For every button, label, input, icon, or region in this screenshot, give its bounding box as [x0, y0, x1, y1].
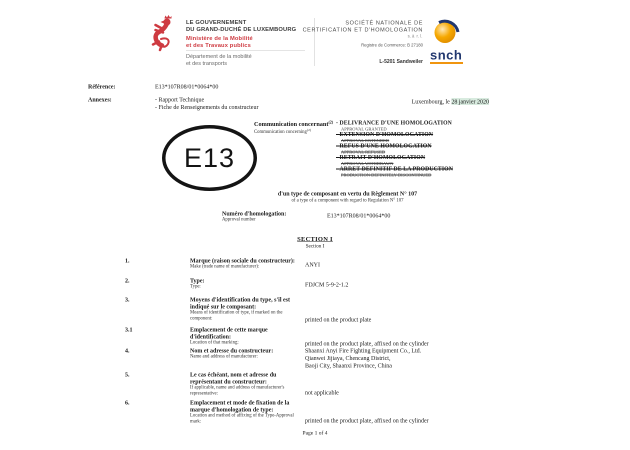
option-approval-granted: - DELIVRANCE D'UNE HOMOLOGATION APPROVAL GRANTED	[336, 120, 536, 132]
item-number: 4.	[125, 347, 130, 354]
subject-line-en: of a type of a component with regard to Regulation N° 107	[291, 198, 404, 203]
item-value: Shaanxi Anyi Fire Fighting Equipment Co., Ltd. Qianwei Jijiaya, Chencang District, Baoji City, Shaanxi Province, China	[305, 347, 422, 369]
snch-name-1: SOCIÉTÉ NATIONALE DE	[345, 20, 423, 26]
item-value: ANYI	[305, 261, 320, 268]
item-number: 3.	[125, 296, 130, 303]
footnote-marker: (2)	[328, 120, 334, 125]
item-value: printed on the product plate	[305, 316, 372, 323]
luxembourg-lion-logo	[149, 15, 178, 52]
communication-options	[336, 120, 536, 178]
ministry-line-2: et des Travaux publics	[186, 42, 251, 49]
snch-registry: Registre de Commerce: B 27180	[361, 42, 423, 48]
section-subtitle: Section I	[305, 243, 325, 249]
snch-logo	[430, 17, 469, 64]
item-number: 2.	[125, 277, 130, 284]
e13-mark-text: E13	[183, 143, 236, 173]
ministry-line-1: Ministère de la Mobilité	[186, 35, 253, 42]
dept-line-2: et des transports	[186, 60, 227, 67]
approval-number-label-fr: Numéro d'homologation:	[222, 210, 287, 217]
reference-label: Référence:	[88, 83, 116, 90]
section-title: SECTION I	[297, 235, 333, 243]
subject-line-fr: d'un type de composant en vertu du Règlement N° 107	[277, 190, 418, 197]
item-label: Le cas échéant, nom et adresse du représentant du constructeur: If applicable, name and address of manufacturer's representative:	[190, 371, 285, 396]
header-separator-line	[186, 50, 305, 51]
item-value: printed on the product plate, affixed on the cylinder	[305, 417, 429, 424]
dept-line-1: Département de la mobilité	[186, 53, 252, 60]
communication-label-block	[254, 120, 334, 135]
snch-address: L-5201 Sandweiler	[379, 59, 423, 65]
item-label: Emplacement et mode de fixation de la marque d'homologation de type: Location and method of affixing of the Type-Approval mark:	[190, 399, 294, 424]
item-value: printed on the product plate, affixed on the cylinder	[305, 340, 429, 347]
annexes-list	[155, 96, 258, 111]
item-label: Type: Type:	[190, 277, 205, 289]
snch-globe-icon	[430, 17, 469, 46]
approval-number-block	[222, 210, 286, 223]
item-value: FDJCM 5-9-2-1.2	[305, 281, 349, 288]
option-approval-withdrawn: - RETRAIT D'HOMOLOGATION APPROVAL WITHDRAWN	[336, 155, 536, 167]
page-number: Page 1 of 4	[302, 430, 328, 436]
snch-wordmark: snch	[430, 47, 463, 63]
date-highlighted: 28 janvier 2020	[451, 98, 489, 105]
place-date	[350, 98, 489, 105]
snch-name-2: CERTIFICATION ET D'HOMOLOGATION	[302, 26, 423, 33]
item-number: 6.	[125, 399, 130, 406]
footnote-marker: (2)	[306, 128, 311, 133]
communication-label-en: Communication concerning$^{(2)}$	[254, 128, 311, 135]
item-number: 3.1	[125, 326, 133, 333]
option-approval-refused: - REFUS D'UNE HOMOLOGATION APPROVAL REFUSED	[336, 143, 536, 155]
item-label: Moyens d'identification du type, s'il est indiqué sur le composant: Means of identification of type, if marked on the component:	[190, 296, 291, 321]
approval-number-value: E13*107R08/01*0064*00	[327, 212, 391, 219]
option-approval-extended: - EXTENSION D'HOMOLOGATION APPROVAL EXTENDED	[336, 132, 536, 144]
gov-line-1: LE GOUVERNEMENT	[186, 19, 247, 26]
item-number: 5.	[125, 371, 130, 378]
department-text-block	[186, 53, 252, 67]
annex-item: - Fiche de Renseignements du constructeur	[155, 103, 259, 111]
communication-label-fr: Communication concernant$^{(2)}$	[254, 120, 334, 128]
annex-item: - Rapport Technique	[155, 96, 205, 103]
option-production-discontinued: - ARRET DEFINITIF DE LA PRODUCTION PRODUCTION DEFINITELY DISCONTINUED	[336, 166, 536, 178]
item-label: Emplacement de cette marque d'identification: Location of that marking:	[190, 326, 268, 345]
approval-number-label-en: Approval number	[222, 217, 256, 222]
snch-text-block	[280, 20, 423, 48]
item-label: Nom et adresse du constructeur: Name and address of manufacturer:	[190, 347, 274, 359]
gov-line-2: DU GRAND-DUCHÉ DE LUXEMBOURG	[186, 26, 297, 33]
item-number: 1.	[125, 257, 130, 264]
item-value: not applicable	[305, 389, 339, 396]
snch-legal-form: s.à r.l.	[407, 33, 423, 39]
annexes-label: Annexes:	[88, 96, 112, 103]
place-date-prefix: Luxembourg, le	[411, 98, 452, 105]
reference-value: E13*107R08/01*0064*00	[155, 83, 219, 90]
item-label: Marque (raison sociale du constructeur): Make (trade name of manufacturer):	[190, 257, 295, 269]
e13-approval-mark	[162, 125, 257, 191]
